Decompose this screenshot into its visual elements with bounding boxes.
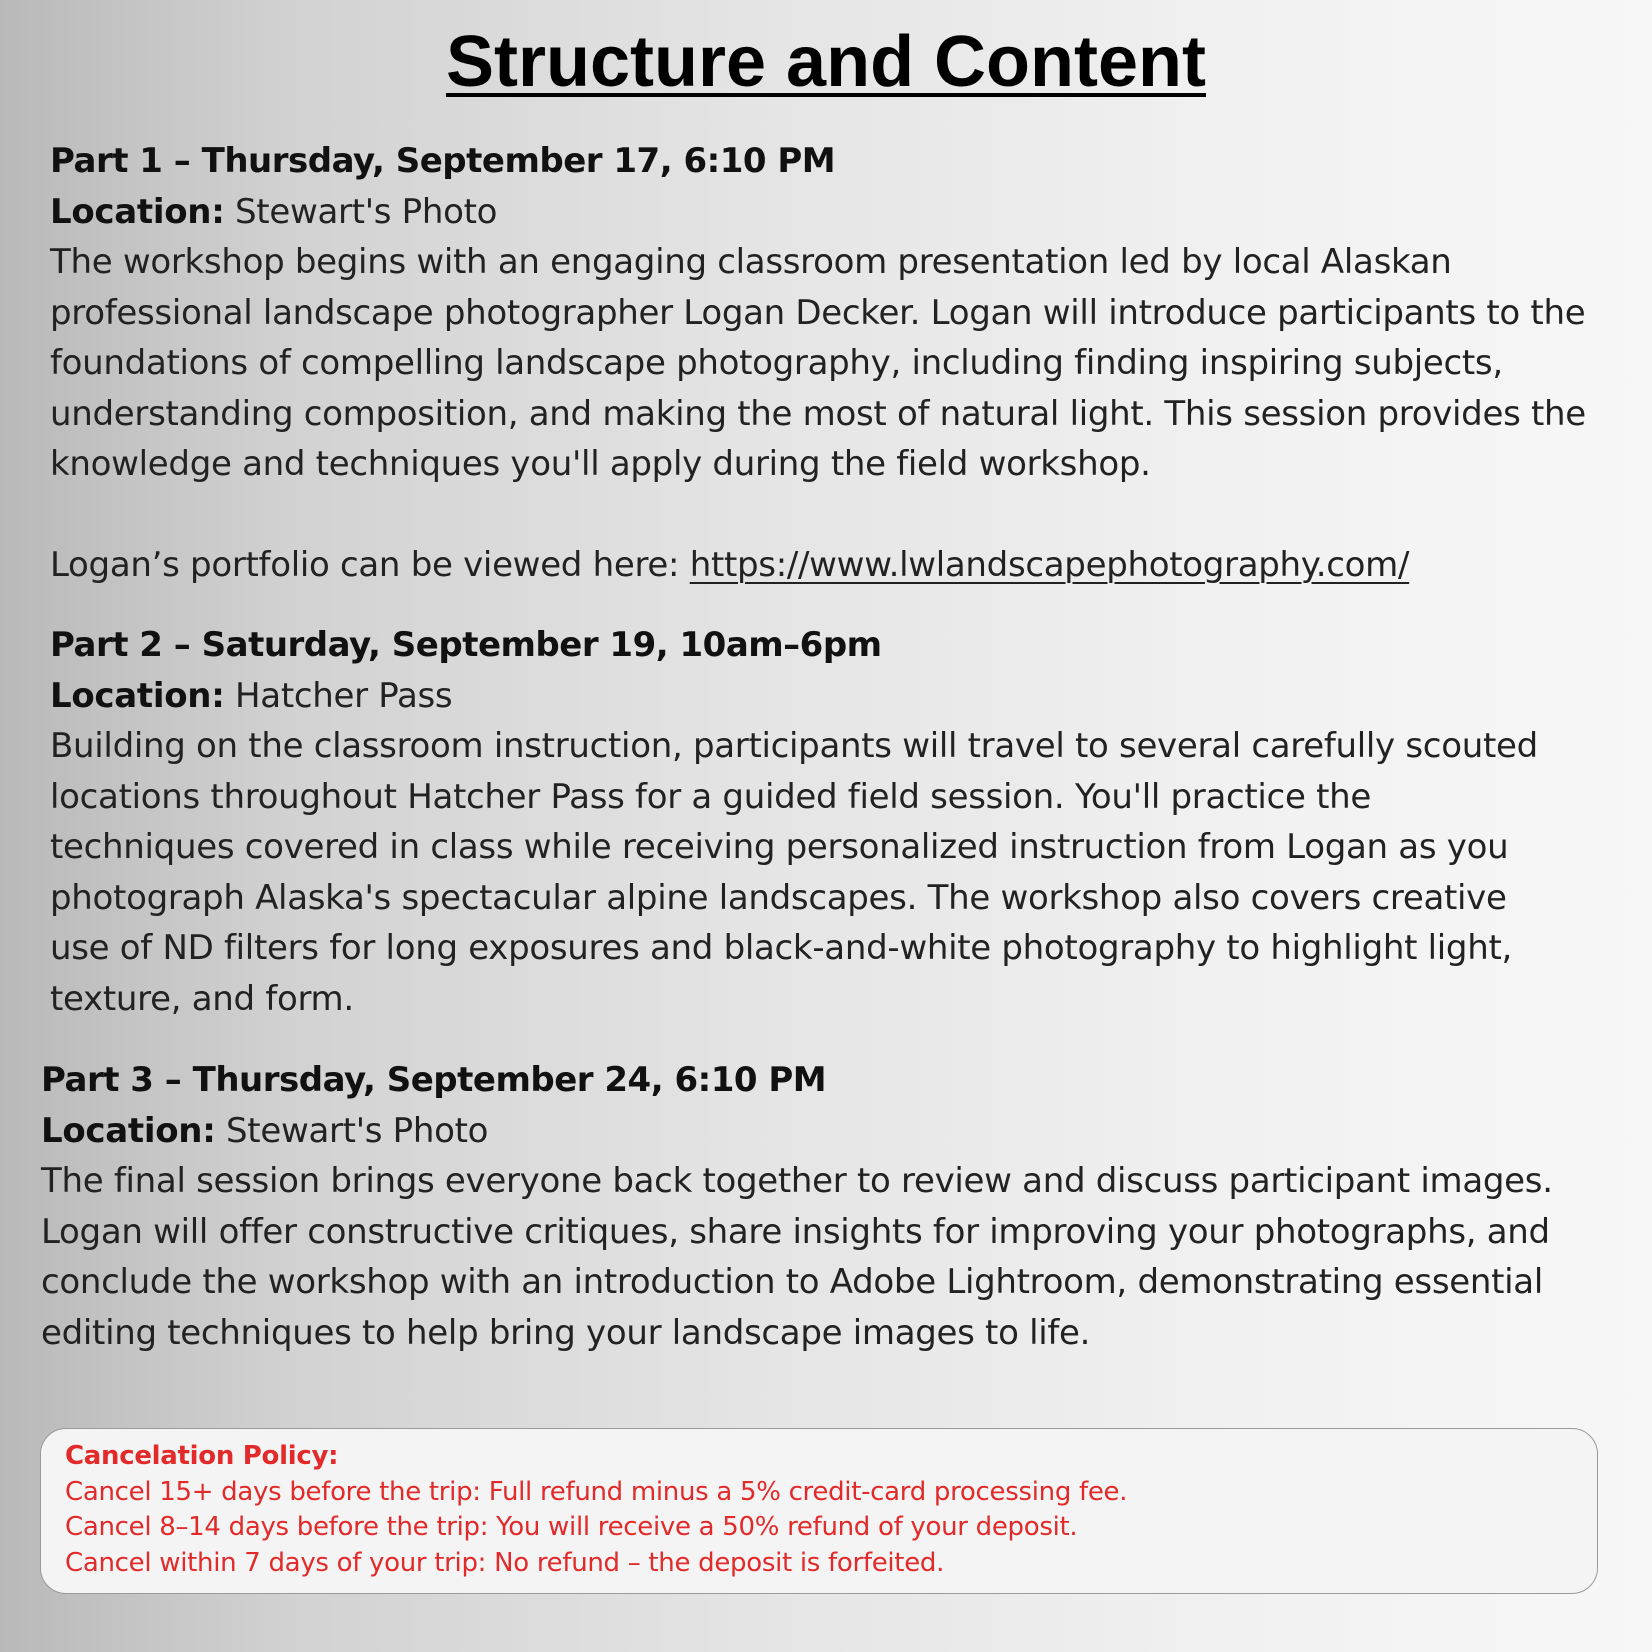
cancellation-policy-box: [40, 1428, 1598, 1594]
location-label: Location:: [50, 675, 225, 716]
cancellation-policy-line: Cancel 15+ days before the trip: Full refund minus a 5% credit-card processing fee.: [65, 1476, 1128, 1507]
section-heading: Part 3 – Thursday, September 24, 6:10 PM: [41, 1060, 827, 1100]
section-part-2: [50, 620, 1550, 1024]
section-location: [50, 187, 1620, 238]
page-title-text: Structure and Content: [445, 22, 1206, 102]
section-heading: Part 2 – Saturday, September 19, 10am–6pm: [50, 625, 882, 665]
cancellation-policy-line: Cancel 8–14 days before the trip: You will receive a 50% refund of your deposit.: [65, 1512, 1078, 1542]
cancellation-policy-line: Cancel within 7 days of your trip: No refund – the deposit is forfeited.: [65, 1547, 945, 1578]
section-heading: Part 1 – Thursday, September 17, 6:10 PM: [50, 141, 836, 181]
location-label: Location:: [41, 1110, 216, 1151]
portfolio-link[interactable]: https://www.lwlandscapephotography.com/: [689, 544, 1410, 585]
location-value: Stewart's Photo: [226, 1110, 489, 1151]
section-description: The workshop begins with an engaging classroom presentation led by local Alaskan professional landscape photographer Logan Decker. Logan will introduce participants to the foundations of compelling landscape photography, including finding inspiring subjects, understanding composition, and making the most of natural light. This session provides the knowledge and techniques you'll apply during the field workshop.: [50, 242, 1586, 484]
section-location: [50, 671, 1550, 722]
section-part-1: [50, 136, 1620, 590]
section-description: The final session brings everyone back together to review and discuss participant images. Logan will offer constructive critiques, share insights for improving your photographs, and conclude the workshop with an introduction to Adobe Lightroom, demonstrating essential editing techniques to help bring your landscape images to life.: [41, 1161, 1553, 1353]
portfolio-line: [50, 540, 1620, 591]
location-label: Location:: [50, 191, 225, 232]
cancellation-policy-title: Cancelation Policy:: [65, 1441, 339, 1471]
section-part-3: [41, 1055, 1561, 1358]
portfolio-text: Logan’s portfolio can be viewed here:: [50, 544, 680, 585]
location-value: Stewart's Photo: [235, 191, 498, 232]
section-description: Building on the classroom instruction, participants will travel to several carefully scouted locations throughout Hatcher Pass for a guided field session. You'll practice the techniques covered in class while receiving personalized instruction from Logan as you photograph Alaska's spectacular alpine landscapes. The workshop also covers creative use of ND filters for long exposures and black-and-white photography to highlight light, texture, and form.: [50, 726, 1538, 1019]
page-title: [0, 18, 1652, 106]
location-value: Hatcher Pass: [235, 675, 453, 716]
section-location: [41, 1106, 1561, 1157]
